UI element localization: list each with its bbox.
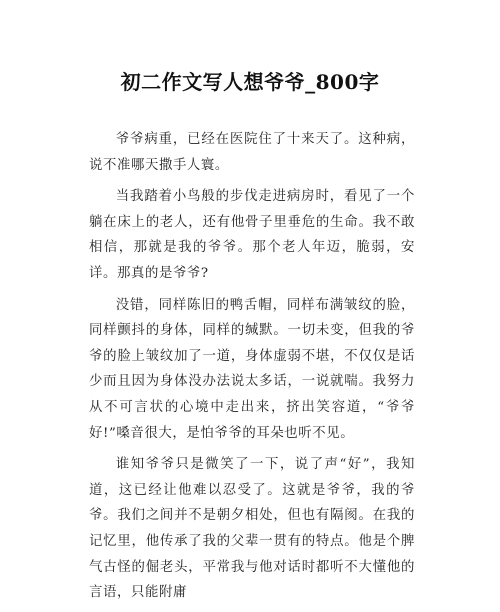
page-title: 初二作文写人想爷爷_800字: [120, 70, 380, 94]
paragraph-2: 当我踏着小鸟般的步伐走进病房时，看见了一个躺在床上的老人，还有他骨子里垂危的生命。我不敢相信，那就是我的爷爷。那个老人年迈，脆弱，安详。那真的是爷爷?: [89, 189, 415, 281]
paragraph-1: 爷爷病重，已经在医院住了十来天了。这种病，说不准哪天撒手人寰。: [89, 132, 415, 173]
essay-body: [89, 127, 415, 612]
paragraph-3: 没错，同样陈旧的鸭舌帽，同样布满皱纹的脸，同样颤抖的身体，同样的缄默。一切未变，但我的爷爷的脸上皱纹加了一道，身体虚弱不堪，不仅仅是话少而且因为身体没办法说太多话，一说就喘。我努力从不可言状的心境中走出来，挤出笑容道，“爷爷好!”嗓音很大，是怕爷爷的耳朵也听不见。: [89, 297, 415, 441]
paragraph-4: 谁知爷爷只是微笑了一下，说了声“好”，我知道，这已经让他难以忍受了。这就是爷爷，我的爷爷。我们之间并不是朝夕相处，但也有隔阂。在我的记忆里，他传承了我的父辈一贯有的特点。他是个脾气古怪的倔老头，平常我与他对话时都听不大懂他的言语，只能附庸: [89, 457, 415, 601]
